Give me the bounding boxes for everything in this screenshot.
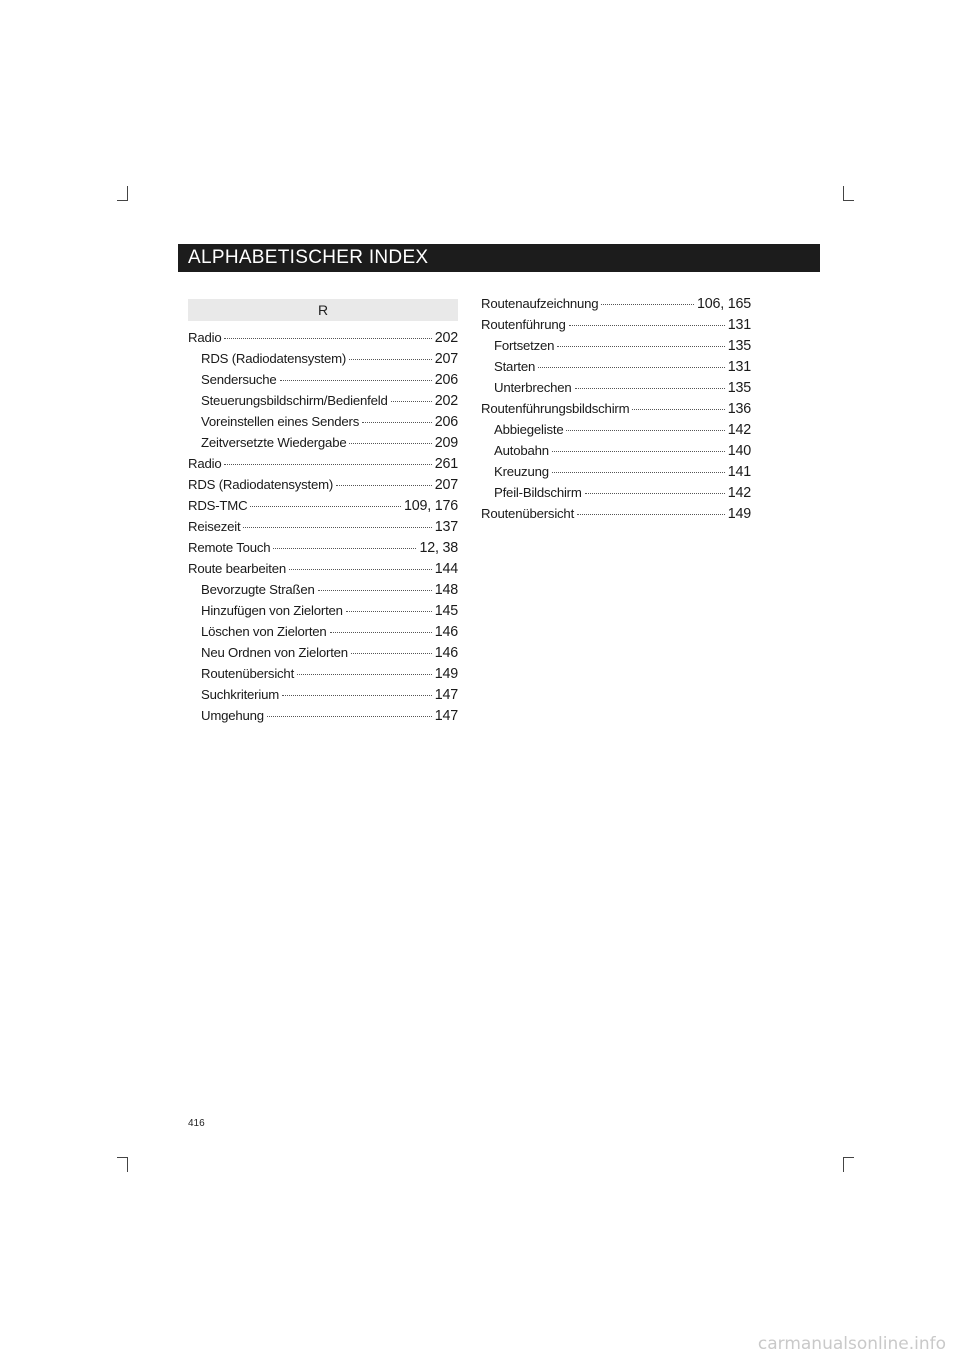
index-entry[interactable] (481, 506, 751, 527)
entry-label: Voreinstellen eines Senders (201, 414, 360, 429)
dot-leader (362, 422, 432, 423)
index-entry[interactable] (188, 519, 458, 540)
entry-label: Remote Touch (188, 540, 271, 555)
index-entry[interactable] (188, 477, 458, 498)
entry-page-number: 135 (727, 380, 751, 396)
crop-mark-top-right (843, 186, 854, 201)
dot-leader (391, 401, 432, 402)
section-header: ALPHABETISCHER INDEX (178, 244, 820, 272)
dot-leader (552, 472, 725, 473)
dot-leader (632, 409, 724, 410)
entry-label: Zeitversetzte Wiedergabe (201, 435, 347, 450)
entry-label: Routenübersicht (201, 666, 295, 681)
entry-page-number: 109, 176 (403, 498, 458, 514)
entry-page-number: 207 (434, 351, 458, 367)
dot-leader (267, 716, 432, 717)
index-column-right (481, 296, 751, 527)
index-subentry[interactable] (188, 708, 458, 729)
entry-page-number: 142 (727, 485, 751, 501)
entry-page-number: 146 (434, 645, 458, 661)
entry-label: Fortsetzen (494, 338, 555, 353)
dot-leader (349, 443, 431, 444)
index-column-left (188, 330, 458, 729)
index-subentry[interactable] (188, 687, 458, 708)
entry-label: Reisezeit (188, 519, 241, 534)
entry-label: Sendersuche (201, 372, 277, 387)
index-entry[interactable] (188, 540, 458, 561)
dot-leader (577, 514, 725, 515)
letter-heading: R (188, 299, 458, 321)
entry-label: Routenübersicht (481, 506, 575, 521)
index-subentry[interactable] (188, 393, 458, 414)
index-subentry[interactable] (188, 624, 458, 645)
entry-page-number: 149 (727, 506, 751, 522)
index-subentry[interactable] (481, 485, 751, 506)
entry-label: Routenführungsbildschirm (481, 401, 630, 416)
entry-label: RDS (Radiodatensystem) (188, 477, 334, 492)
entry-page-number: 144 (434, 561, 458, 577)
entry-label: Pfeil-Bildschirm (494, 485, 582, 500)
entry-label: RDS-TMC (188, 498, 248, 513)
entry-page-number: 149 (434, 666, 458, 682)
entry-label: Kreuzung (494, 464, 549, 479)
index-entry[interactable] (481, 317, 751, 338)
index-subentry[interactable] (188, 666, 458, 687)
crop-mark-bottom-left (117, 1157, 128, 1172)
dot-leader (569, 325, 725, 326)
entry-label: Radio (188, 456, 222, 471)
entry-page-number: 147 (434, 687, 458, 703)
crop-mark-top-left (117, 186, 128, 201)
page-number: 416 (188, 1118, 205, 1129)
dot-leader (330, 632, 432, 633)
entry-page-number: 137 (434, 519, 458, 535)
index-entry[interactable] (481, 401, 751, 422)
entry-label: Hinzufügen von Zielorten (201, 603, 343, 618)
dot-leader (575, 388, 725, 389)
entry-page-number: 106, 165 (696, 296, 751, 312)
entry-page-number: 135 (727, 338, 751, 354)
entry-label: Löschen von Zielorten (201, 624, 327, 639)
entry-page-number: 142 (727, 422, 751, 438)
dot-leader (289, 569, 432, 570)
entry-page-number: 131 (727, 317, 751, 333)
index-subentry[interactable] (188, 435, 458, 456)
index-entry[interactable] (188, 498, 458, 519)
index-subentry[interactable] (188, 351, 458, 372)
index-subentry[interactable] (481, 338, 751, 359)
entry-page-number: 145 (434, 603, 458, 619)
dot-leader (273, 548, 416, 549)
entry-label: Unterbrechen (494, 380, 572, 395)
dot-leader (346, 611, 432, 612)
index-subentry[interactable] (188, 372, 458, 393)
entry-label: Suchkriterium (201, 687, 280, 702)
dot-leader (566, 430, 724, 431)
entry-page-number: 147 (434, 708, 458, 724)
dot-leader (557, 346, 724, 347)
entry-label: Steuerungsbildschirm/Bedienfeld (201, 393, 388, 408)
entry-label: RDS (Radiodatensystem) (201, 351, 347, 366)
entry-label: Routenführung (481, 317, 566, 332)
dot-leader (351, 653, 432, 654)
dot-leader (297, 674, 432, 675)
dot-leader (552, 451, 725, 452)
crop-mark-bottom-right (843, 1157, 854, 1172)
entry-page-number: 146 (434, 624, 458, 640)
index-subentry[interactable] (188, 603, 458, 624)
entry-page-number: 140 (727, 443, 751, 459)
entry-page-number: 207 (434, 477, 458, 493)
index-subentry[interactable] (481, 359, 751, 380)
entry-label: Bevorzugte Straßen (201, 582, 315, 597)
entry-page-number: 202 (434, 393, 458, 409)
index-subentry[interactable] (481, 380, 751, 401)
index-subentry[interactable] (188, 582, 458, 603)
entry-label: Routenaufzeichnung (481, 296, 599, 311)
dot-leader (585, 493, 725, 494)
entry-label: Route bearbeiten (188, 561, 286, 576)
dot-leader (280, 380, 432, 381)
dot-leader (336, 485, 432, 486)
index-subentry[interactable] (481, 443, 751, 464)
entry-page-number: 209 (434, 435, 458, 451)
entry-label: Autobahn (494, 443, 549, 458)
index-entry[interactable] (188, 456, 458, 477)
watermark: carmanualsonline.info (757, 1334, 946, 1354)
entry-page-number: 148 (434, 582, 458, 598)
index-entry[interactable] (188, 330, 458, 351)
entry-label: Radio (188, 330, 222, 345)
dot-leader (349, 359, 432, 360)
entry-page-number: 141 (727, 464, 751, 480)
index-subentry[interactable] (188, 645, 458, 666)
dot-leader (282, 695, 432, 696)
entry-page-number: 261 (434, 456, 458, 472)
dot-leader (538, 367, 725, 368)
entry-page-number: 131 (727, 359, 751, 375)
dot-leader (318, 590, 432, 591)
index-subentry[interactable] (481, 422, 751, 443)
index-subentry[interactable] (481, 464, 751, 485)
dot-leader (224, 464, 431, 465)
entry-page-number: 206 (434, 372, 458, 388)
entry-label: Abbiegeliste (494, 422, 564, 437)
entry-page-number: 206 (434, 414, 458, 430)
dot-leader (250, 506, 401, 507)
entry-page-number: 12, 38 (419, 540, 458, 556)
dot-leader (601, 304, 694, 305)
index-entry[interactable] (481, 296, 751, 317)
entry-label: Umgehung (201, 708, 264, 723)
entry-page-number: 202 (434, 330, 458, 346)
entry-label: Starten (494, 359, 536, 374)
entry-label: Neu Ordnen von Zielorten (201, 645, 348, 660)
index-entry[interactable] (188, 561, 458, 582)
index-subentry[interactable] (188, 414, 458, 435)
entry-page-number: 136 (727, 401, 751, 417)
dot-leader (243, 527, 431, 528)
dot-leader (224, 338, 431, 339)
